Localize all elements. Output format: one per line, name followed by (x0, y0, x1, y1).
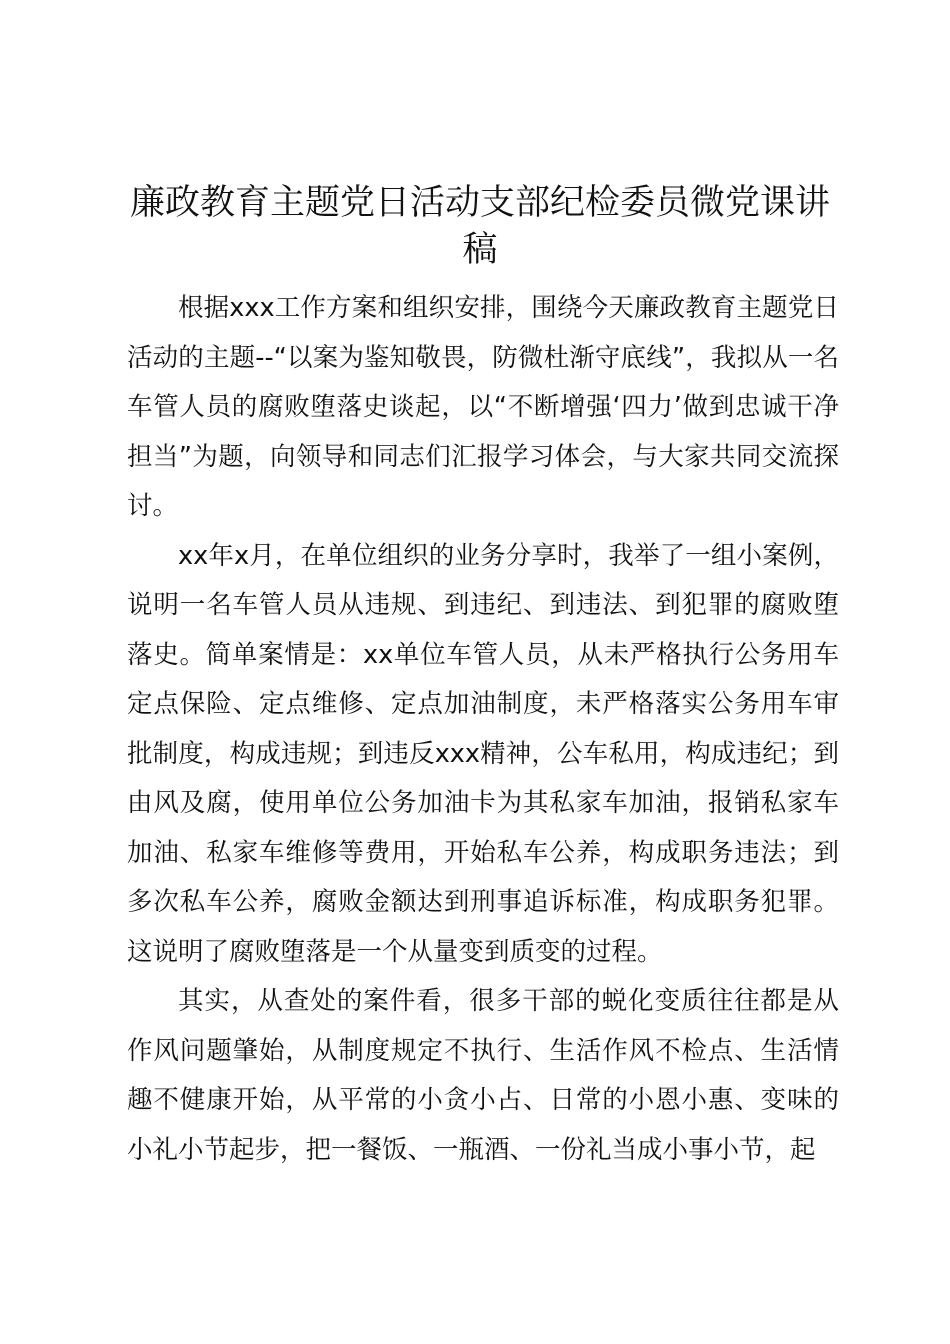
paragraph-2: xx年x月，在单位组织的业务分享时，我举了一组小案例，说明一名车管人员从违规、到违纪、到违法、到犯罪的腐败堕落史。简单案情是：xx单位车管人员，从未严格执行公务用车定点保险、定点维修、定点加油制度，未严格落实公务用车审批制度，构成违规；到违反xxx精神，公车私用，构成违纪；到由风及腐，使用单位公务加油卡为其私家车加油，报销私家车加油、私家车维修等费用，开始私车公养，构成职务违法；到多次私车公养，腐败金额达到刑事追诉标准，构成职务犯罪。这说明了腐败堕落是一个从量变到质变的过程。 (127, 540, 839, 967)
paragraph-1: 根据xxx工作方案和组织安排，围绕今天廉政教育主题党日活动的主题--“以案为鉴知敬畏，防微杜渐守底线”，我拟从一名车管人员的腐败堕落史谈起，以“不断增强‘四力’做到忠诚干净担当”为题，向领导和同志们汇报学习体会，与大家共同交流探讨。 (127, 293, 839, 521)
document-title: 廉政教育主题党日活动支部纪检委员微党课讲稿 (129, 183, 830, 270)
document-body (127, 284, 839, 1175)
paragraph-3: 其实，从查处的案件看，很多干部的蜕化变质往往都是从作风问题肇始，从制度规定不执行、生活作风不检点、生活情趣不健康开始，从平常的小贪小占、日常的小恩小惠、变味的小礼小节起步，把一餐饭、一瓶酒、一份礼当成小事小节，起 (127, 986, 839, 1165)
